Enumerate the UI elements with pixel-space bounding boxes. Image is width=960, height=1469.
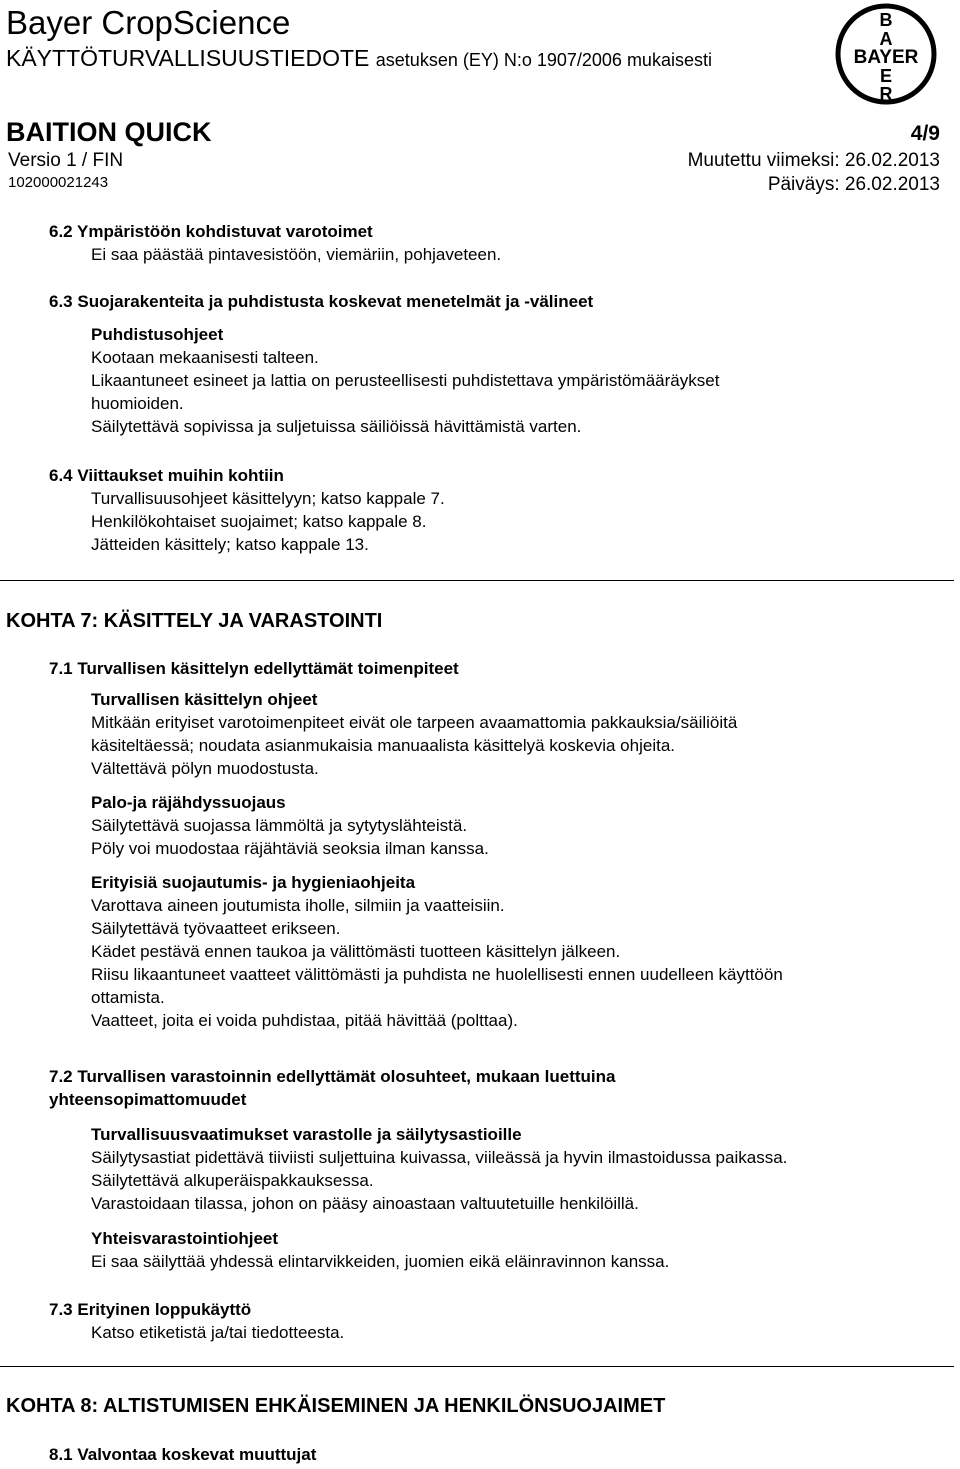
joint-storage-subheading: Yhteisvarastointiohjeet [91, 1229, 279, 1248]
text-line: Varottava aineen joutumista iholle, silmiin ja vaatteisiin. [91, 896, 505, 915]
section-6-3 [0, 290, 960, 438]
section-7-2-heading: 7.2 Turvallisen varastoinnin edellyttämät olosuhteet, mukaan luettuina [49, 1067, 616, 1086]
section-7-title: KOHTA 7: KÄSITTELY JA VARASTOINTI [6, 610, 383, 632]
text-line: Säilytettävä työvaatteet erikseen. [91, 919, 341, 938]
text-line: Vaatteet, joita ei voida puhdistaa, pitää hävittää (polttaa). [91, 1011, 518, 1030]
section-6-3-heading: 6.3 Suojarakenteita ja puhdistusta koskevat menetelmät ja -välineet [49, 292, 594, 311]
text-line: Ei saa säilyttää yhdessä elintarvikkeiden, juomien eikä eläinravinnon kanssa. [91, 1252, 670, 1271]
section-7-2 [0, 1065, 960, 1273]
text-line: Kädet pestävä ennen taukoa ja välittömästi tuotteen käsittelyn jälkeen. [91, 942, 621, 961]
text-line: Pöly voi muodostaa räjähtäviä seoksia ilman kanssa. [91, 839, 489, 858]
text-line: Likaantuneet esineet ja lattia on perusteellisesti puhdistettava ympäristömääräykset [91, 371, 720, 390]
section-8 [0, 1393, 960, 1419]
section-6-4-heading: 6.4 Viittaukset muihin kohtiin [49, 466, 284, 485]
logo-letter-r: R [879, 84, 893, 104]
section-8-1-heading: 8.1 Valvontaa koskevat muuttujat [49, 1445, 317, 1464]
text-line: huomioiden. [91, 394, 184, 413]
section-divider [0, 1366, 954, 1367]
section-6-2-heading: 6.2 Ympäristöön kohdistuvat varotoimet [49, 222, 373, 241]
section-6-2 [0, 220, 960, 266]
handling-subheading: Turvallisen käsittelyn ohjeet [91, 690, 318, 709]
section-7-1-heading: 7.1 Turvallisen käsittelyn edellyttämät toimenpiteet [49, 659, 459, 678]
company-name: Bayer CropScience [6, 4, 291, 41]
text-line: Säilytettävä sopivissa ja suljetuissa säiliöissä hävittämistä varten. [91, 417, 582, 436]
text-line: ottamista. [91, 988, 165, 1007]
text-line: Jätteiden käsittely; katso kappale 13. [91, 535, 369, 554]
text-line: Säilytysastiat pidettävä tiiviisti suljettuina kuivassa, viileässä ja hyvin ilmastoidussa paikassa. [91, 1148, 788, 1167]
product-name: BAITION QUICK [6, 117, 212, 147]
storage-subheading: Turvallisuusvaatimukset varastolle ja säilytysastioille [91, 1125, 522, 1144]
text-line: käsiteltäessä; noudata asianmukaisia manuaalista käsittelyä koskevia ohjeita. [91, 736, 675, 755]
section-6-4 [0, 464, 960, 556]
text-line: Mitkään erityiset varotoimenpiteet eivät ole tarpeen avaamattomia pakkauksia/säiliöitä [91, 713, 738, 732]
section-divider [0, 580, 954, 581]
page-number: 4/9 [910, 122, 940, 145]
logo-letter-a: A [879, 29, 893, 49]
text-line: Vältettävä pölyn muodostusta. [91, 759, 319, 778]
hygiene-subheading: Erityisiä suojautumis- ja hygieniaohjeita [91, 873, 416, 892]
text-line: Turvallisuusohjeet käsittelyyn; katso kappale 7. [91, 489, 445, 508]
text-line: Riisu likaantuneet vaatteet välittömästi ja puhdista ne huolellisesti ennen uudelleen käyttöön [91, 965, 783, 984]
text-line: Säilytettävä alkuperäispakkauksessa. [91, 1171, 374, 1190]
document-code: 102000021243 [8, 174, 109, 191]
version-info: Versio 1 / FIN [8, 150, 124, 171]
section-7 [0, 608, 960, 634]
text-line: Varastoidaan tilassa, johon on pääsy ainoastaan valtuutetuille henkilöillä. [91, 1194, 639, 1213]
section-7-3 [0, 1298, 960, 1344]
fire-protection-subheading: Palo-ja räjähdyssuojaus [91, 793, 286, 812]
last-modified: Muutettu viimeksi: 26.02.2013 [687, 150, 940, 171]
cleanup-subheading: Puhdistusohjeet [91, 325, 224, 344]
logo-letter-e: E [879, 66, 893, 86]
text-line: Kootaan mekaanisesti talteen. [91, 348, 319, 367]
document-type: KÄYTTÖTURVALLISUUSTIEDOTE [6, 45, 370, 71]
section-8-1 [0, 1443, 960, 1466]
text-line: Henkilökohtaiset suojaimet; katso kappale 8. [91, 512, 427, 531]
bayer-cross-logo [835, 0, 937, 108]
regulation-reference: asetuksen (EY) N:o 1907/2006 mukaisesti [375, 50, 712, 70]
logo-word: BAYER [853, 47, 919, 68]
section-7-2-heading-continued: yhteensopimattomuudet [49, 1090, 247, 1109]
section-7-3-heading: 7.3 Erityinen loppukäyttö [49, 1300, 252, 1319]
section-7-1 [0, 657, 960, 1032]
text-line: Säilytettävä suojassa lämmöltä ja sytytyslähteistä. [91, 816, 468, 835]
section-6-2-text: Ei saa päästää pintavesistöön, viemäriin, pohjaveteen. [91, 245, 502, 264]
document-title [6, 44, 712, 74]
logo-letter-b: B [879, 10, 893, 30]
section-8-title: KOHTA 8: ALTISTUMISEN EHKÄISEMINEN JA HENKILÖNSUOJAIMET [6, 1395, 666, 1417]
document-date: Päiväys: 26.02.2013 [767, 174, 940, 195]
section-7-3-text: Katso etiketistä ja/tai tiedotteesta. [91, 1323, 345, 1342]
